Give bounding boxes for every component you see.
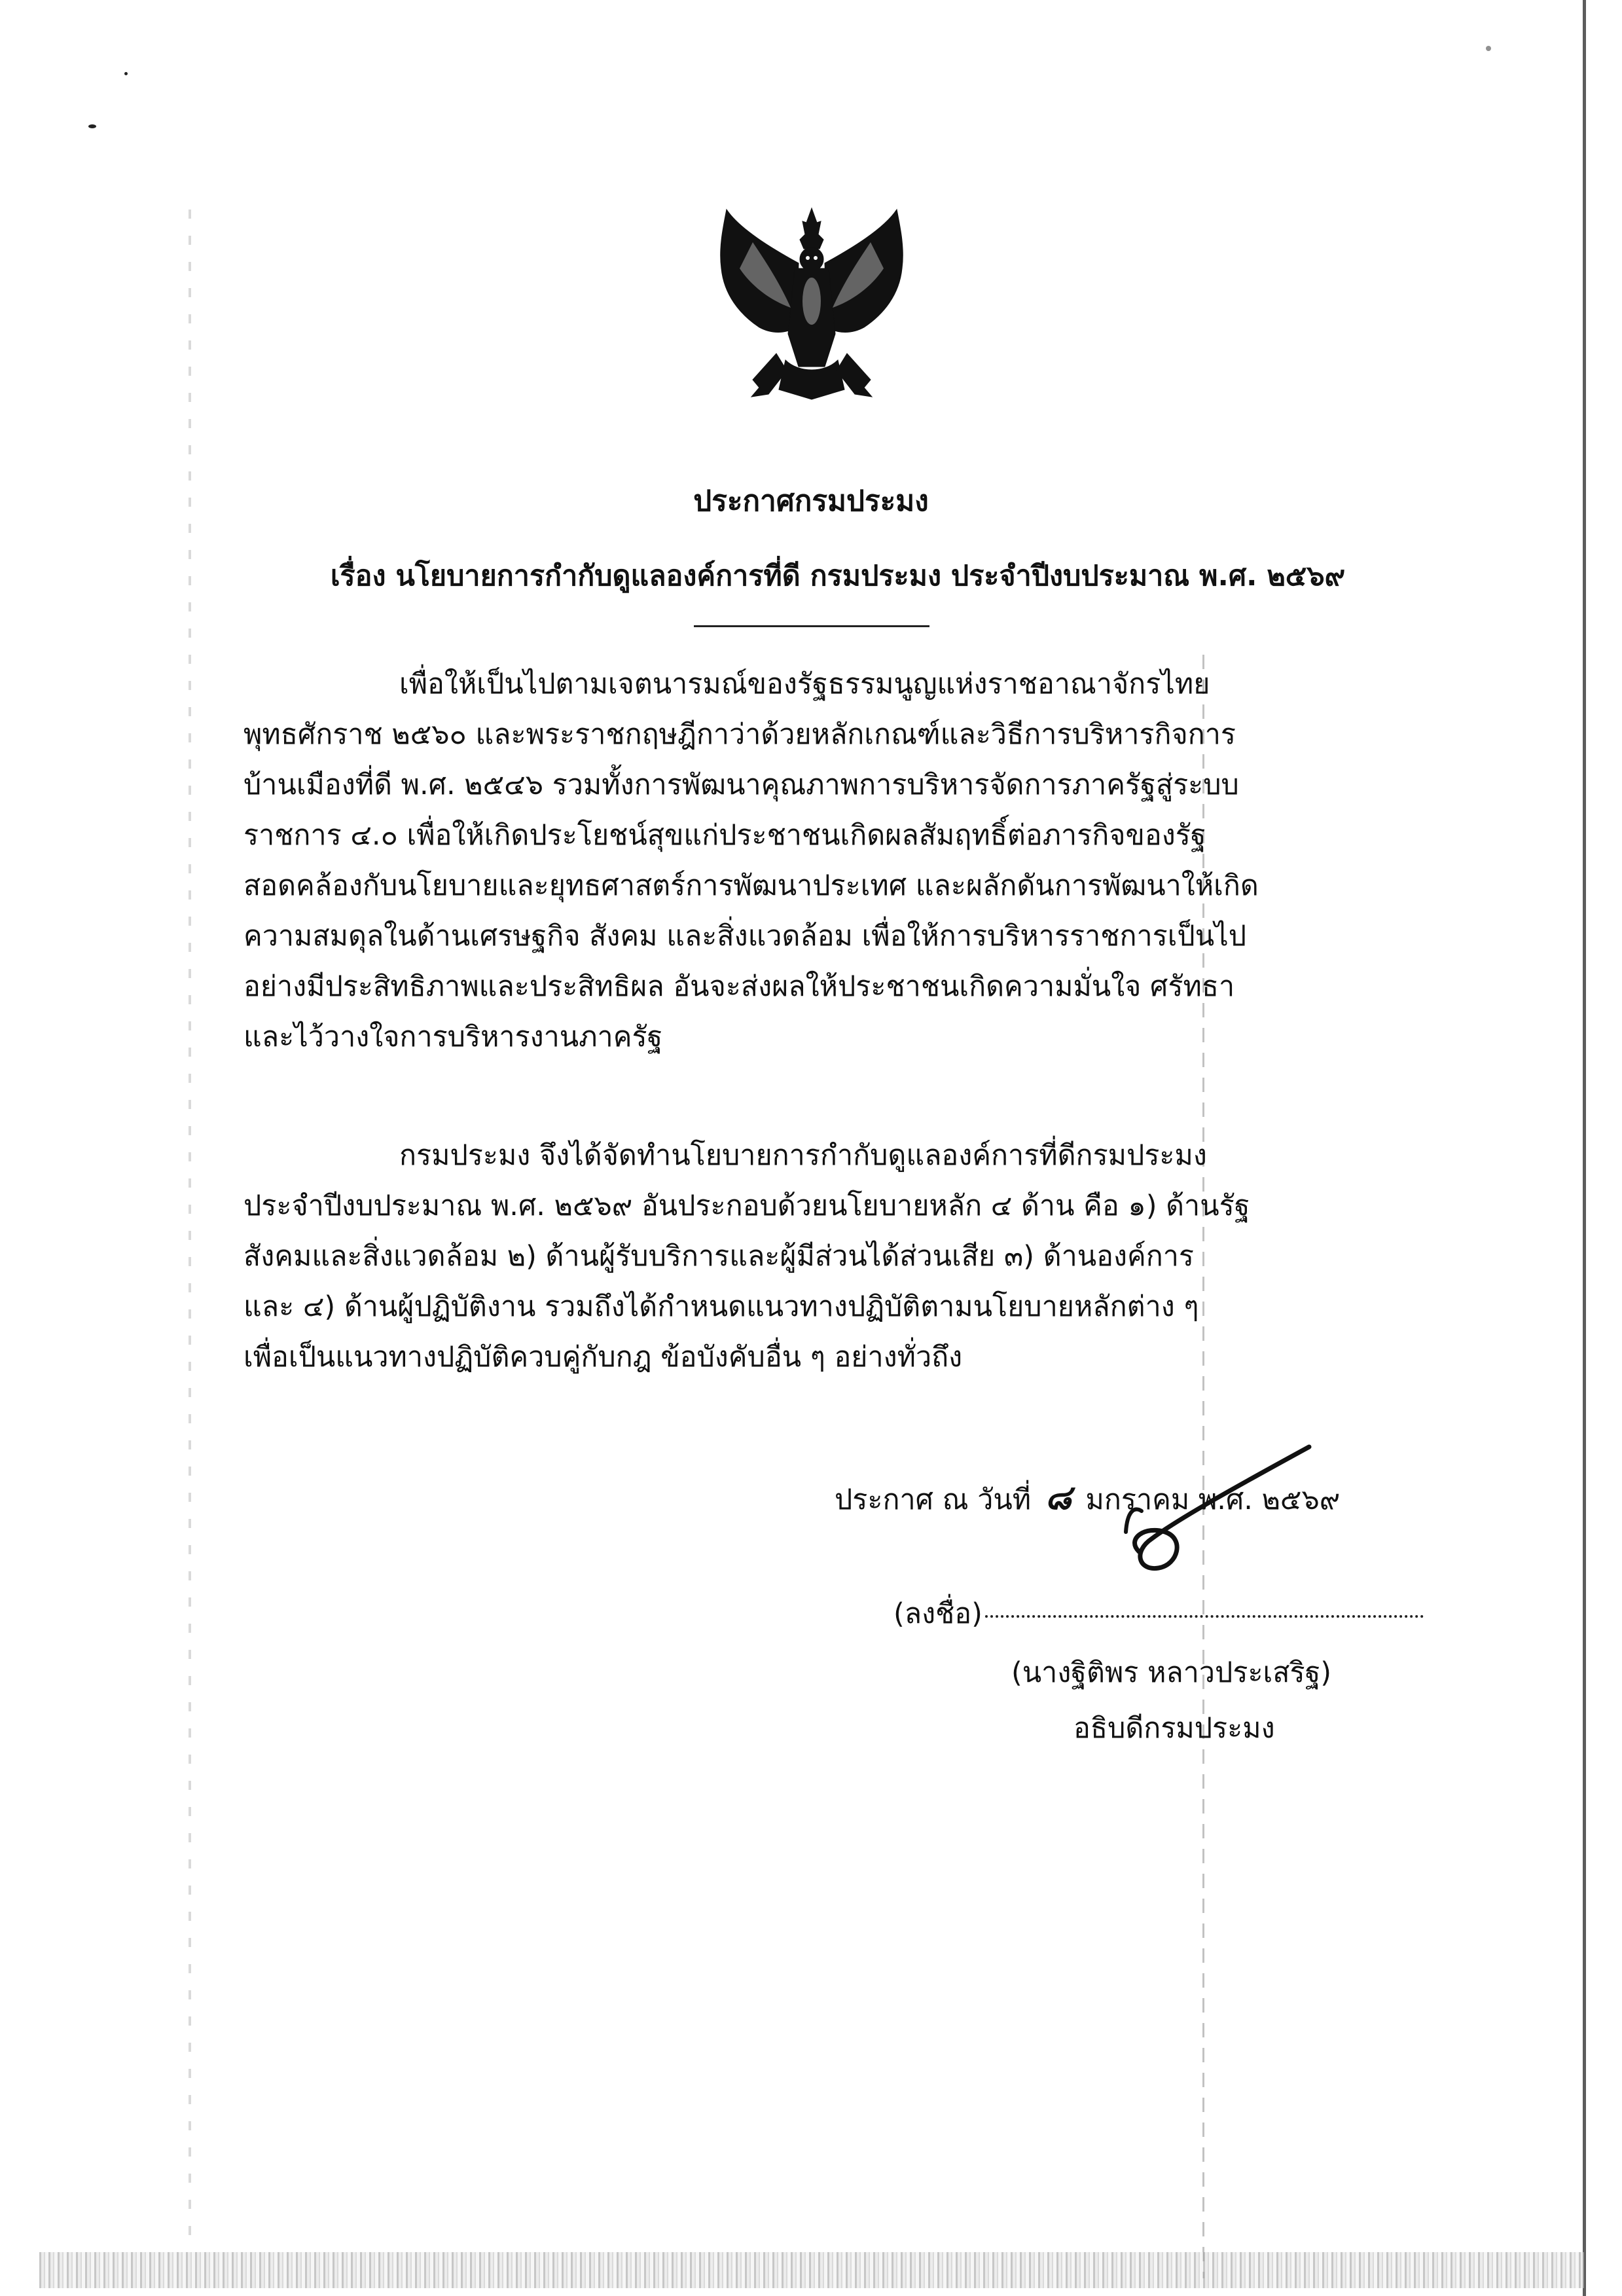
paragraph-2-line: กรมประมง จึงได้จัดทำนโยบายการกำกับดูแลองค์การที่ดีกรมประมง bbox=[399, 1139, 1207, 1172]
heading-divider bbox=[694, 625, 929, 627]
signer-name: (นางฐิติพร หลาวประเสริฐ) bbox=[1011, 1656, 1332, 1689]
paragraph-2-line: สังคมและสิ่งแวดล้อม ๒) ด้านผู้รับบริการและผู้มีส่วนได้ส่วนเสีย ๓) ด้านองค์การ bbox=[243, 1240, 1195, 1273]
signature-line bbox=[893, 1591, 1424, 1635]
garuda-emblem-icon bbox=[713, 203, 910, 419]
paragraph-2-line: และ ๔) ด้านผู้ปฏิบัติงาน รวมถึงได้กำหนดแนวทางปฏิบัติตามนโยบายหลักต่าง ๆ bbox=[243, 1290, 1199, 1323]
document-subject: เรื่อง นโยบายการกำกับดูแลองค์การที่ดี กรมประมง ประจำปีงบประมาณ พ.ศ. ๒๕๖๙ bbox=[330, 560, 1346, 592]
paragraph-1-line: พุทธศักราช ๒๕๖๐ และพระราชกฤษฎีกาว่าด้วยหลักเกณฑ์และวิธีการบริหารกิจการ bbox=[243, 718, 1236, 751]
announce-month-year: มกราคม พ.ศ. ๒๕๖๙ bbox=[1085, 1484, 1341, 1516]
document-title: ประกาศกรมประมง bbox=[693, 484, 929, 518]
scan-right-edge bbox=[1583, 0, 1586, 2296]
scan-speck bbox=[88, 124, 96, 128]
paragraph-1-line: บ้านเมืองที่ดี พ.ศ. ๒๕๔๖ รวมทั้งการพัฒนาคุณภาพการบริหารจัดการภาครัฐสู่ระบบ bbox=[243, 769, 1239, 801]
signature-dotted-line bbox=[985, 1615, 1424, 1618]
paragraph-2-line: ประจำปีงบประมาณ พ.ศ. ๒๕๖๙ อันประกอบด้วยนโยบายหลัก ๔ ด้าน คือ ๑) ด้านรัฐ bbox=[243, 1190, 1250, 1222]
announce-prefix: ประกาศ ณ วันที่ bbox=[835, 1484, 1032, 1516]
scan-speck bbox=[1486, 46, 1491, 51]
paragraph-1-line: ราชการ ๔.๐ เพื่อให้เกิดประโยชน์สุขแก่ประชาชนเกิดผลสัมฤทธิ์ต่อภารกิจของรัฐ bbox=[243, 819, 1206, 852]
scan-speck bbox=[124, 72, 128, 75]
paragraph-1-line: สอดคล้องกับนโยบายและยุทธศาสตร์การพัฒนาประเทศ และผลักดันการพัฒนาให้เกิด bbox=[243, 869, 1259, 902]
handwritten-signature bbox=[1087, 1434, 1427, 1604]
paragraph-1-line: ความสมดุลในด้านเศรษฐกิจ สังคม และสิ่งแวดล้อม เพื่อให้การบริหารราชการเป็นไป bbox=[243, 920, 1247, 953]
announce-day: ๘ bbox=[1045, 1478, 1072, 1518]
paragraph-1-line: และไว้วางใจการบริหารงานภาครัฐ bbox=[243, 1021, 663, 1053]
scan-bottom-noise bbox=[39, 2252, 1584, 2288]
paragraph-1-line: อย่างมีประสิทธิภาพและประสิทธิผล อันจะส่งผลให้ประชาชนเกิดความมั่นใจ ศรัทธา bbox=[243, 970, 1235, 1003]
paragraph-1-line: เพื่อให้เป็นไปตามเจตนารมณ์ของรัฐธรรมนูญแห่งราชอาณาจักรไทย bbox=[399, 668, 1210, 701]
paragraph-2-line: เพื่อเป็นแนวทางปฏิบัติควบคู่กับกฎ ข้อบังคับอื่น ๆ อย่างทั่วถึง bbox=[243, 1341, 963, 1374]
signer-position: อธิบดีกรมประมง bbox=[1073, 1712, 1275, 1745]
signature-label: (ลงชื่อ) bbox=[893, 1597, 982, 1630]
